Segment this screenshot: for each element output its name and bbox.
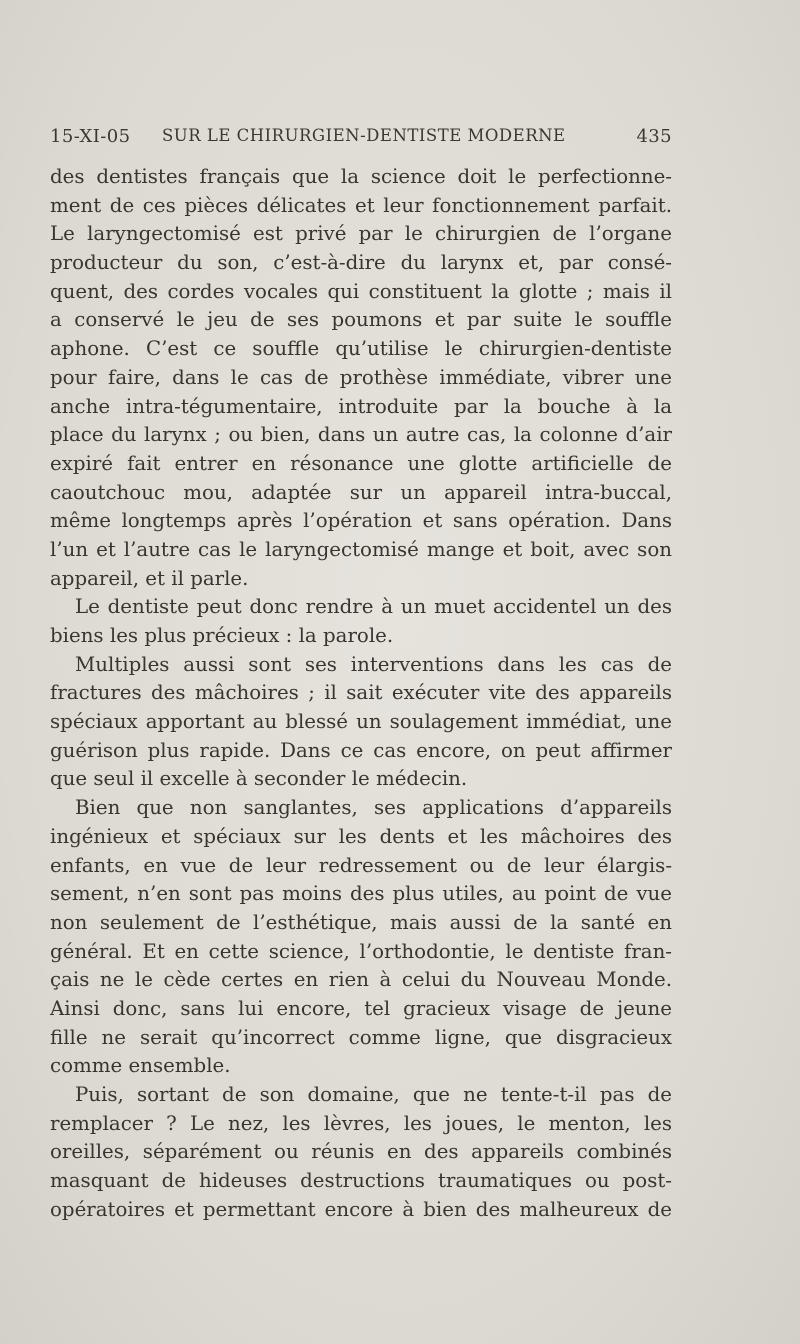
header-date: 15-XI-05 xyxy=(50,126,131,147)
text-line: spéciaux apportant au blessé un soulagement immédiat, une xyxy=(50,710,672,734)
text-line: que seul il excelle à seconder le médecin. xyxy=(50,767,468,791)
text-line: aphone. C’est ce souffle qu’utilise le chirurgien-dentiste xyxy=(50,337,672,361)
text-line: Multiples aussi sont ses interventions dans les cas de xyxy=(75,652,672,676)
text-line: fille ne serait qu’incorrect comme ligne, que disgracieux xyxy=(50,1025,672,1049)
page-number: 435 xyxy=(636,126,672,147)
text-line: comme ensemble. xyxy=(50,1054,231,1078)
text-line: a conservé le jeu de ses poumons et par suite le souffle xyxy=(50,308,672,332)
text-line: Le dentiste peut donc rendre à un muet accidentel un des xyxy=(75,595,672,619)
text-line: place du larynx ; ou bien, dans un autre cas, la colonne d’air xyxy=(50,423,672,447)
running-title: SUR LE CHIRURGIEN-DENTISTE MODERNE xyxy=(162,126,566,145)
text-line: sement, n’en sont pas moins des plus utiles, au point de vue xyxy=(50,882,672,906)
text-line: Bien que non sanglantes, ses applications d’appareils xyxy=(75,796,672,820)
text-line: caoutchouc mou, adaptée sur un appareil intra-buccal, xyxy=(50,480,672,504)
text-line: ment de ces pièces délicates et leur fonctionnement parfait. xyxy=(50,193,672,217)
text-line: non seulement de l’esthétique, mais aussi de la santé en xyxy=(50,910,672,934)
text-line: quent, des cordes vocales qui constituent la glotte ; mais il xyxy=(50,279,672,303)
body-text xyxy=(50,163,672,1224)
text-line: Puis, sortant de son domaine, que ne tente-t-il pas de xyxy=(75,1083,672,1106)
text-line: général. Et en cette science, l’orthodontie, le dentiste fran- xyxy=(50,939,672,963)
text-line: biens les plus précieux : la parole. xyxy=(50,624,394,647)
text-line: des dentistes français que la science doit le perfectionne- xyxy=(50,165,672,188)
text-line: masquant de hideuses destructions traumatiques ou post- xyxy=(50,1169,672,1193)
running-head xyxy=(50,126,672,154)
text-line: Le laryngectomisé est privé par le chirurgien de l’organe xyxy=(50,222,672,246)
text-line: remplacer ? Le nez, les lèvres, les joues, le menton, les xyxy=(50,1111,672,1135)
text-line: appareil, et il parle. xyxy=(50,566,249,590)
text-line: guérison plus rapide. Dans ce cas encore, on peut affirmer xyxy=(50,738,672,762)
text-line: l’un et l’autre cas le laryngectomisé mange et boit, avec son xyxy=(50,537,672,561)
text-line: fractures des mâchoires ; il sait exécuter vite des appareils xyxy=(50,681,672,705)
text-line: Ainsi donc, sans lui encore, tel gracieux visage de jeune xyxy=(50,996,672,1020)
text-line: pour faire, dans le cas de prothèse immédiate, vibrer une xyxy=(50,365,672,389)
text-line: ingénieux et spéciaux sur les dents et les mâchoires des xyxy=(50,824,672,848)
text-line: même longtemps après l’opération et sans opération. Dans xyxy=(50,509,672,533)
text-line: enfants, en vue de leur redressement ou de leur élargis- xyxy=(50,853,672,877)
text-line: expiré fait entrer en résonance une glotte artificielle de xyxy=(50,451,672,475)
text-line: oreilles, séparément ou réunis en des appareils combinés xyxy=(50,1140,672,1164)
text-line: çais ne le cède certes en rien à celui du Nouveau Monde. xyxy=(50,968,672,992)
text-line: opératoires et permettant encore à bien des malheureux de xyxy=(50,1197,672,1221)
text-line: producteur du son, c’est-à-dire du larynx et, par consé- xyxy=(50,251,672,275)
text-line: anche intra-tégumentaire, introduite par la bouche à la xyxy=(50,394,672,418)
